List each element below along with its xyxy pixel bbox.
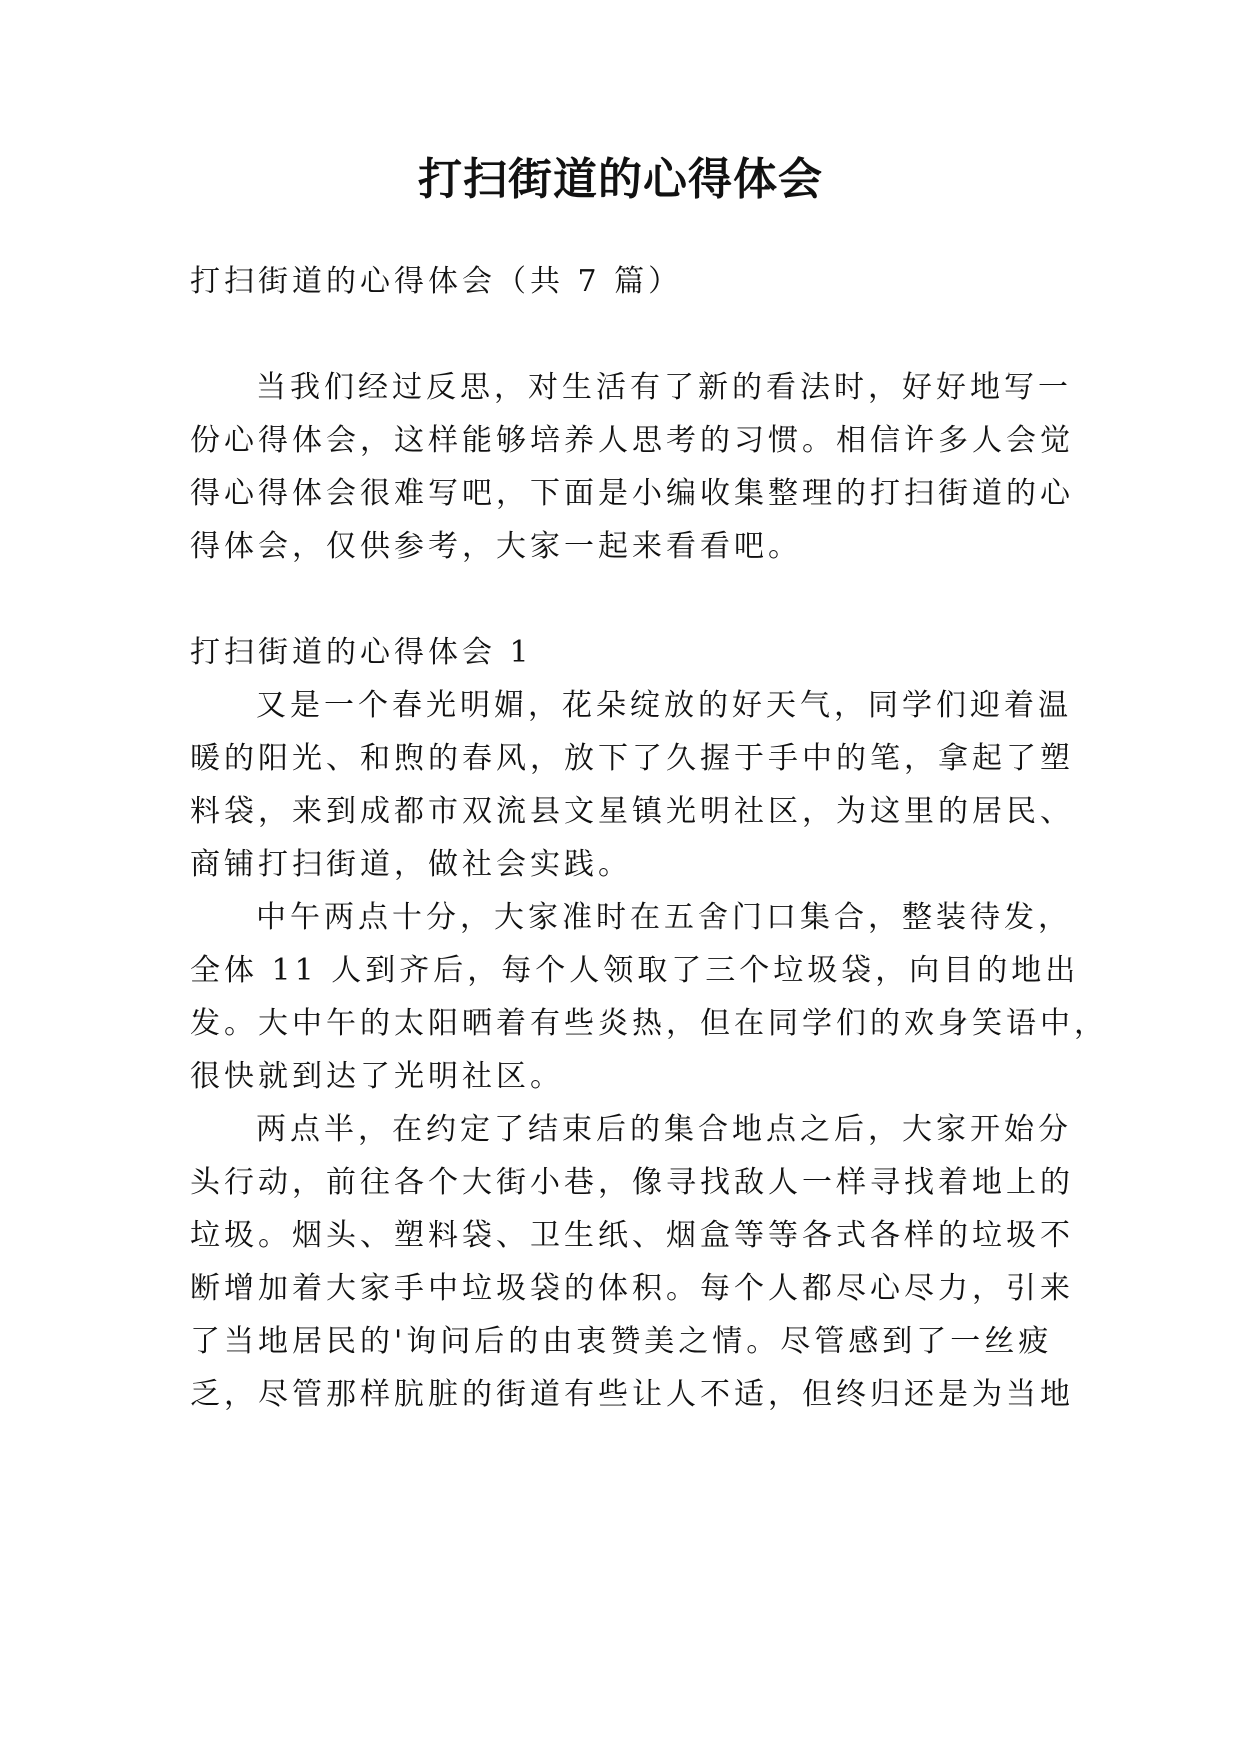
paragraph-line: 两点半，在约定了结束后的集合地点之后，大家开始分 xyxy=(256,1112,1072,1147)
intro-line: 份心得体会，这样能够培养人思考的习惯。相信许多人会觉 xyxy=(190,423,1074,458)
intro-line: 得心得体会很难写吧，下面是小编收集整理的打扫街道的心 xyxy=(190,476,1074,511)
document-subtitle: 打扫街道的心得体会（共 7 篇） xyxy=(190,264,683,299)
paragraph-line: 发。大中午的太阳晒着有些炎热，但在同学们的欢身笑语中， xyxy=(190,1006,1108,1041)
paragraph-line: 全体 11 人到齐后，每个人领取了三个垃圾袋，向目的地出 xyxy=(190,953,1080,988)
intro-line: 得体会，仅供参考，大家一起来看看吧。 xyxy=(190,529,802,564)
intro-line: 当我们经过反思，对生活有了新的看法时，好好地写一 xyxy=(256,370,1072,405)
paragraph-line: 暖的阳光、和煦的春风，放下了久握于手中的笔，拿起了塑 xyxy=(190,741,1074,776)
paragraph-line: 又是一个春光明媚，花朵绽放的好天气，同学们迎着温 xyxy=(256,688,1072,723)
paragraph-line: 乏，尽管那样肮脏的街道有些让人不适，但终归还是为当地 xyxy=(190,1377,1074,1412)
paragraph-line: 中午两点十分，大家准时在五舍门口集合，整装待发， xyxy=(256,900,1072,935)
paragraph-line: 头行动，前往各个大街小巷，像寻找敌人一样寻找着地上的 xyxy=(190,1165,1074,1200)
paragraph-line: 商铺打扫街道，做社会实践。 xyxy=(190,847,632,882)
paragraph-line: 断增加着大家手中垃圾袋的体积。每个人都尽心尽力，引来 xyxy=(190,1271,1074,1306)
document-title: 打扫街道的心得体会 xyxy=(418,154,823,205)
section-heading: 打扫街道的心得体会 1 xyxy=(190,635,533,670)
paragraph-line: 了当地居民的'询问后的由衷赞美之情。尽管感到了一丝疲 xyxy=(190,1324,1053,1359)
paragraph-line: 料袋，来到成都市双流县文星镇光明社区，为这里的居民、 xyxy=(190,794,1074,829)
paragraph-line: 很快就到达了光明社区。 xyxy=(190,1059,564,1094)
paragraph-line: 垃圾。烟头、塑料袋、卫生纸、烟盒等等各式各样的垃圾不 xyxy=(190,1218,1074,1253)
